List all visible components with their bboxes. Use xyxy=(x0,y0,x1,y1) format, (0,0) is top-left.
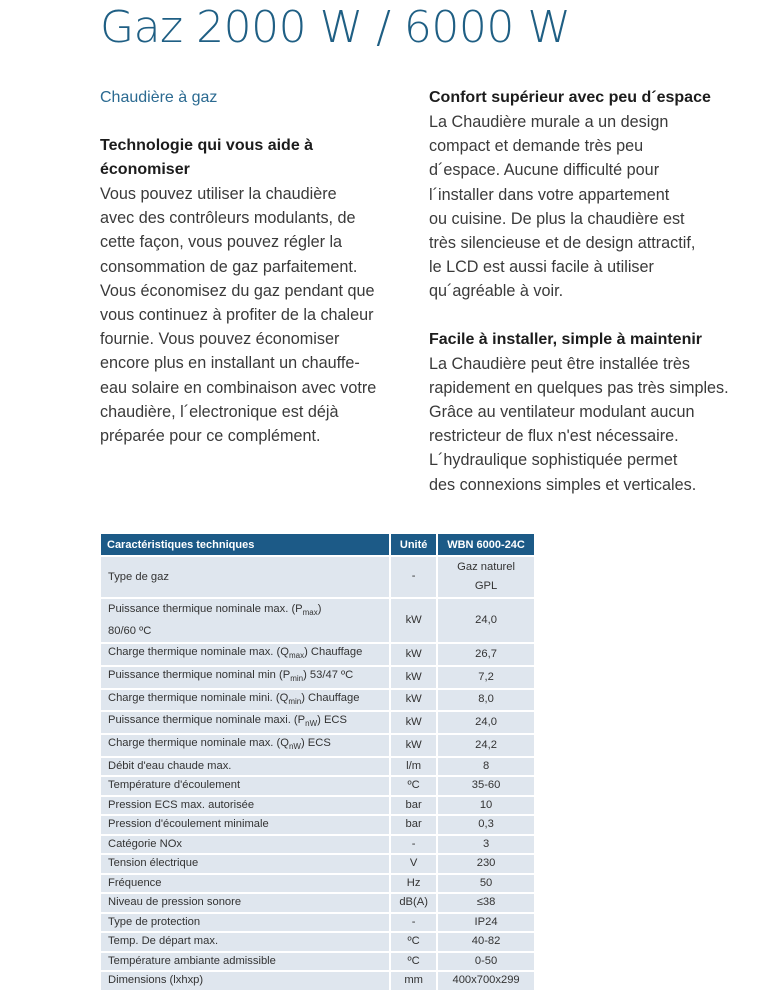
body-line: L´hydraulique sophistiquée permet xyxy=(429,451,678,470)
body-line: très silencieuse et de design attractif, xyxy=(429,234,696,253)
body-line: Vous pouvez utiliser la chaudière xyxy=(100,185,337,203)
spec-unit: V xyxy=(391,853,438,873)
spec-value: 24,2 xyxy=(438,733,534,756)
spec-label: Pression ECS max. autorisée xyxy=(101,795,391,815)
body-line: rapidement en quelques pas très simples. xyxy=(429,378,729,397)
spec-value: 8,0 xyxy=(438,688,534,711)
table-row xyxy=(101,970,534,990)
section-heading: Facile à installer, simple à maintenir xyxy=(429,330,703,348)
header-characteristics: Caractéristiques techniques xyxy=(101,534,391,555)
section-heading: Confort supérieur avec peu d´espace xyxy=(429,89,711,106)
right-column xyxy=(429,86,739,497)
spec-unit: bar xyxy=(391,795,438,815)
body-line: le LCD est aussi facile à utiliser xyxy=(429,258,654,277)
table-header-row xyxy=(101,534,534,555)
table-row xyxy=(101,710,534,733)
spec-value: 40-82 xyxy=(438,931,534,951)
spec-unit: - xyxy=(391,912,438,932)
spec-value: ≤38 xyxy=(438,892,534,912)
table-row xyxy=(101,688,534,711)
table-row xyxy=(101,597,534,642)
table-row xyxy=(101,892,534,912)
product-subtitle: Chaudière à gaz xyxy=(100,89,218,106)
table-row xyxy=(101,951,534,971)
body-line: d´espace. Aucune difficulté pour xyxy=(429,161,660,180)
table-row xyxy=(101,853,534,873)
spec-value: 24,0 xyxy=(438,597,534,642)
section-body xyxy=(429,110,739,304)
table-row xyxy=(101,795,534,815)
spec-value: 0,3 xyxy=(438,814,534,834)
spec-label: Type de gaz xyxy=(101,555,391,597)
spec-unit: kW xyxy=(391,733,438,756)
spec-unit: ºC xyxy=(391,931,438,951)
spec-value: Gaz naturel GPL xyxy=(438,555,534,597)
page-title: Gaz 2000 W / 6000 W xyxy=(100,2,571,53)
body-line: La Chaudière murale a un design xyxy=(429,113,669,131)
spec-label: Débit d'eau chaude max. xyxy=(101,756,391,776)
spec-label: Catégorie NOx xyxy=(101,834,391,854)
table-row xyxy=(101,873,534,893)
body-line: fournie. Vous pouvez économiser xyxy=(100,330,340,349)
spec-unit: dB(A) xyxy=(391,892,438,912)
body-line: avec des contrôleurs modulants, de xyxy=(100,209,356,228)
heading-line: Technologie qui vous aide à xyxy=(100,137,314,154)
spec-unit: ºC xyxy=(391,775,438,795)
spec-unit: kW xyxy=(391,642,438,665)
spec-value: 3 xyxy=(438,834,534,854)
spec-unit: Hz xyxy=(391,873,438,893)
heading-line: économiser xyxy=(100,161,190,178)
spec-value: 35-60 xyxy=(438,775,534,795)
spec-unit: kW xyxy=(391,597,438,642)
spec-unit: l/m xyxy=(391,756,438,776)
body-line: qu´agréable à voir. xyxy=(429,282,564,301)
spec-label: Charge thermique nominale max. $(Q_{max})$ Chauffage xyxy=(101,642,391,665)
spec-value: 50 xyxy=(438,873,534,893)
body-line: encore plus en installant un chauffe- xyxy=(100,354,360,373)
spec-unit: ºC xyxy=(391,951,438,971)
spec-label: Charge thermique nominale max. $(Q_{nW})$ ECS xyxy=(101,733,391,756)
spec-value: 26,7 xyxy=(438,642,534,665)
spec-value: 24,0 xyxy=(438,710,534,733)
spec-value: 8 xyxy=(438,756,534,776)
table-row xyxy=(101,642,534,665)
spec-label: Niveau de pression sonore xyxy=(101,892,391,912)
header-model: WBN 6000-24C xyxy=(438,534,534,555)
table-row xyxy=(101,775,534,795)
body-line: ou cuisine. De plus la chaudière est xyxy=(429,209,685,228)
body-line: cette façon, vous pouvez régler la xyxy=(100,233,343,252)
body-line: consommation de gaz parfaitement. xyxy=(100,257,358,276)
section-heading xyxy=(100,134,400,182)
spec-label: Pression d'écoulement minimale xyxy=(101,814,391,834)
spec-unit: kW xyxy=(391,710,438,733)
section-comfort xyxy=(429,86,739,304)
spec-unit: bar xyxy=(391,814,438,834)
table-row xyxy=(101,912,534,932)
spec-label: Temp. De départ max. xyxy=(101,931,391,951)
body-line: compact et demande très peu xyxy=(429,137,644,156)
body-line: Vous économisez du gaz pendant que xyxy=(100,281,375,300)
body-line: eau solaire en combinaison avec votre xyxy=(100,378,377,397)
header-unit: Unité xyxy=(391,534,438,555)
spec-label: Fréquence xyxy=(101,873,391,893)
table-row xyxy=(101,931,534,951)
spec-unit: mm xyxy=(391,970,438,990)
section-body xyxy=(100,182,400,448)
spec-label: Température d'écoulement xyxy=(101,775,391,795)
spec-value: 7,2 xyxy=(438,665,534,688)
table-row xyxy=(101,756,534,776)
spec-value: 230 xyxy=(438,853,534,873)
spec-label: Puissance thermique nominale maxi. $(P_{nW})$ ECS xyxy=(101,710,391,733)
body-line: chaudière, l´electronique est déjà xyxy=(100,402,339,421)
spec-label: Température ambiante admissible xyxy=(101,951,391,971)
spec-value: 0-50 xyxy=(438,951,534,971)
table-row xyxy=(101,733,534,756)
section-economy xyxy=(100,134,400,448)
table-row xyxy=(101,555,534,597)
spec-value: 10 xyxy=(438,795,534,815)
table-row xyxy=(101,834,534,854)
body-line: Grâce au ventilateur modulant aucun xyxy=(429,403,695,422)
spec-value: 400x700x299 xyxy=(438,970,534,990)
spec-label: Puissance thermique nominale max. $(P_{max})$ 80/60 ºC xyxy=(101,597,391,642)
section-installation xyxy=(429,328,739,497)
spec-unit: kW xyxy=(391,688,438,711)
body-line: vous continuez à profiter de la chaleur xyxy=(100,306,374,325)
spec-label: Dimensions (lxhxp) xyxy=(101,970,391,990)
body-line: des connexions simples et verticales. xyxy=(429,475,697,494)
specs-table xyxy=(101,534,534,990)
spec-label: Tension électrique xyxy=(101,853,391,873)
body-line: La Chaudière peut être installée très xyxy=(429,354,690,373)
spec-label: Charge thermique nominale mini. $(Q_{min})$ Chauffage xyxy=(101,688,391,711)
body-line: restricteur de flux n'est nécessaire. xyxy=(429,427,679,446)
spec-label: Puissance thermique nominal $\min (P_{min})$ 53/47 ºC xyxy=(101,665,391,688)
spec-unit: - xyxy=(391,834,438,854)
table-row xyxy=(101,814,534,834)
spec-unit: kW xyxy=(391,665,438,688)
spec-value: IP24 xyxy=(438,912,534,932)
table-row xyxy=(101,665,534,688)
spec-unit: - xyxy=(391,555,438,597)
spec-label: Type de protection xyxy=(101,912,391,932)
section-body xyxy=(429,352,739,497)
body-line: préparée pour ce complément. xyxy=(100,427,321,446)
body-line: l´installer dans votre appartement xyxy=(429,185,670,204)
left-column xyxy=(100,86,400,448)
